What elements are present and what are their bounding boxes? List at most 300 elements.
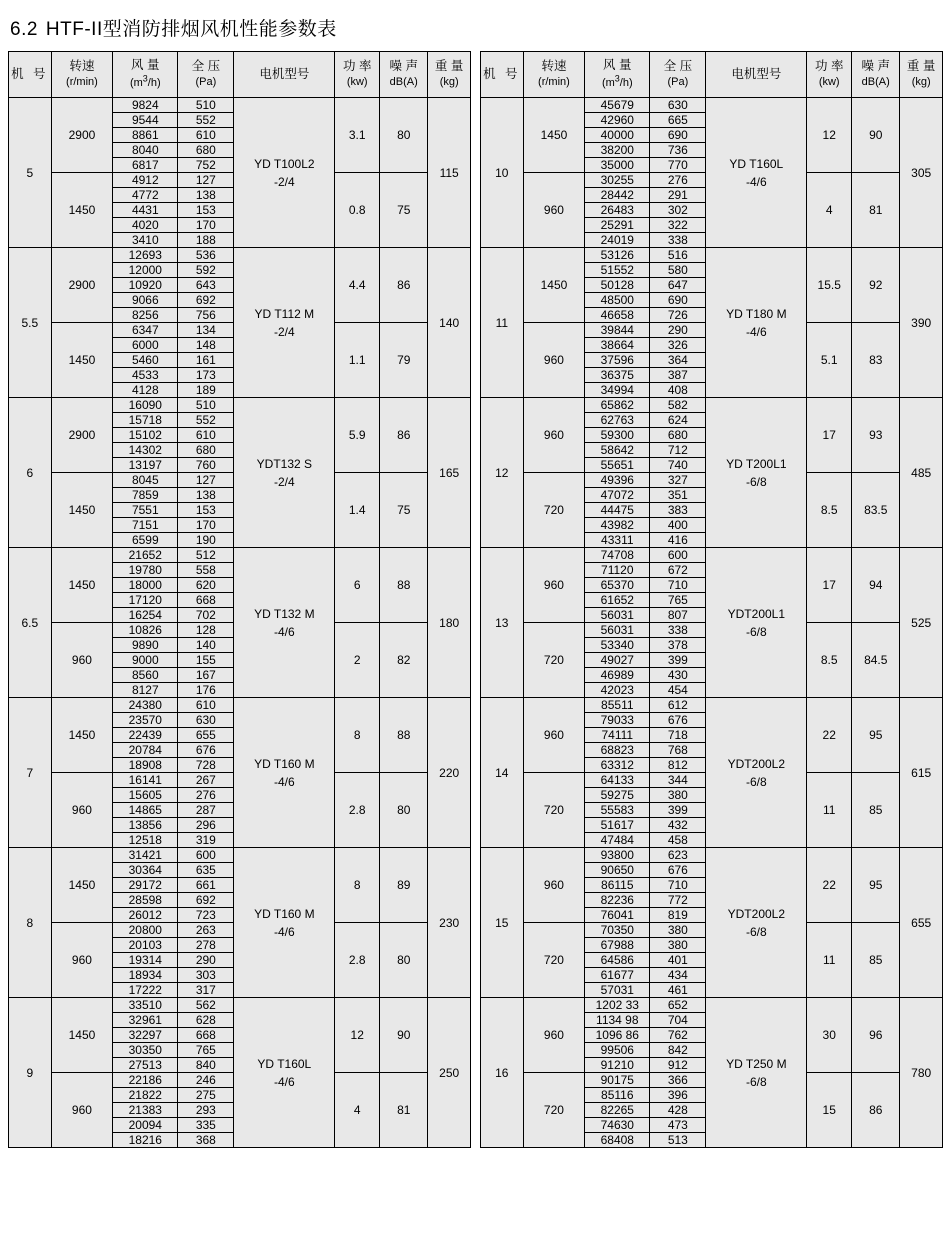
cell-pressure: 380 [650, 788, 706, 803]
cell-pressure: 399 [650, 653, 706, 668]
cell-pressure: 680 [650, 428, 706, 443]
cell-noise: 86 [380, 248, 428, 323]
cell-pressure: 610 [178, 428, 234, 443]
cell-flow: 65370 [585, 578, 650, 593]
cell-speed: 960 [51, 773, 113, 848]
cell-speed: 960 [51, 623, 113, 698]
cell-flow: 20784 [113, 743, 178, 758]
cell-flow: 68823 [585, 743, 650, 758]
cell-pressure: 536 [178, 248, 234, 263]
cell-noise: 89 [380, 848, 428, 923]
cell-flow: 6347 [113, 323, 178, 338]
cell-pressure: 155 [178, 653, 234, 668]
cell-noise: 93 [852, 398, 900, 473]
cell-flow: 7151 [113, 518, 178, 533]
cell-flow: 16141 [113, 773, 178, 788]
cell-flow: 9000 [113, 653, 178, 668]
cell-noise: 88 [380, 698, 428, 773]
cell-flow: 26483 [585, 203, 650, 218]
cell-pressure: 170 [178, 218, 234, 233]
cell-noise: 81 [852, 173, 900, 248]
cell-flow: 74630 [585, 1118, 650, 1133]
cell-flow: 51617 [585, 818, 650, 833]
cell-pressure: 676 [650, 863, 706, 878]
cell-pressure: 326 [650, 338, 706, 353]
cell-pressure: 161 [178, 353, 234, 368]
cell-flow: 47072 [585, 488, 650, 503]
cell-pressure: 368 [178, 1133, 234, 1148]
cell-power: 2 [335, 623, 380, 698]
cell-pressure: 434 [650, 968, 706, 983]
cell-weight: 780 [900, 998, 943, 1148]
cell-pressure: 728 [178, 758, 234, 773]
header-noise-right: 噪 声 dB(A) [852, 52, 900, 98]
cell-pressure: 140 [178, 638, 234, 653]
cell-flow: 59300 [585, 428, 650, 443]
cell-pressure: 692 [178, 893, 234, 908]
cell-pressure: 842 [650, 1043, 706, 1058]
cell-power: 15.5 [807, 248, 852, 323]
cell-weight: 250 [428, 998, 471, 1148]
cell-pressure: 643 [178, 278, 234, 293]
cell-motor-model: YDT200L2 -6/8 [706, 698, 807, 848]
cell-power: 15 [807, 1073, 852, 1148]
cell-pressure: 401 [650, 953, 706, 968]
cell-pressure: 128 [178, 623, 234, 638]
cell-pressure: 558 [178, 563, 234, 578]
cell-flow: 43311 [585, 533, 650, 548]
cell-power: 8 [335, 848, 380, 923]
cell-pressure: 138 [178, 488, 234, 503]
cell-power: 4 [335, 1073, 380, 1148]
cell-flow: 1202 33 [585, 998, 650, 1013]
cell-pressure: 692 [178, 293, 234, 308]
cell-flow: 91210 [585, 1058, 650, 1073]
cell-pressure: 176 [178, 683, 234, 698]
cell-flow: 21652 [113, 548, 178, 563]
cell-flow: 15718 [113, 413, 178, 428]
cell-pressure: 690 [650, 128, 706, 143]
table-row [9, 848, 471, 863]
cell-pressure: 807 [650, 608, 706, 623]
cell-pressure: 624 [650, 413, 706, 428]
cell-motor-model: YD T100L2 -2/4 [234, 98, 335, 248]
cell-flow: 8127 [113, 683, 178, 698]
table-row [481, 548, 943, 563]
cell-pressure: 702 [178, 608, 234, 623]
cell-noise: 94 [852, 548, 900, 623]
cell-motor-model: YDT132 S -2/4 [234, 398, 335, 548]
cell-flow: 28598 [113, 893, 178, 908]
cell-pressure: 267 [178, 773, 234, 788]
cell-speed: 1450 [51, 548, 113, 623]
cell-flow: 12000 [113, 263, 178, 278]
cell-flow: 53340 [585, 638, 650, 653]
cell-flow: 67988 [585, 938, 650, 953]
cell-model-no: 12 [481, 398, 524, 548]
cell-pressure: 620 [178, 578, 234, 593]
cell-noise: 81 [380, 1073, 428, 1148]
cell-flow: 44475 [585, 503, 650, 518]
cell-pressure: 765 [178, 1043, 234, 1058]
cell-pressure: 366 [650, 1073, 706, 1088]
cell-noise: 86 [380, 398, 428, 473]
cell-weight: 305 [900, 98, 943, 248]
cell-noise: 85 [852, 923, 900, 998]
cell-pressure: 772 [650, 893, 706, 908]
cell-power: 22 [807, 698, 852, 773]
cell-pressure: 512 [178, 548, 234, 563]
cell-pressure: 765 [650, 593, 706, 608]
cell-flow: 45679 [585, 98, 650, 113]
cell-flow: 4020 [113, 218, 178, 233]
cell-pressure: 275 [178, 1088, 234, 1103]
cell-noise: 96 [852, 998, 900, 1073]
cell-speed: 960 [523, 698, 585, 773]
cell-motor-model: YD T180 M -4/6 [706, 248, 807, 398]
cell-model-no: 6.5 [9, 548, 52, 698]
cell-speed: 2900 [51, 98, 113, 173]
cell-pressure: 189 [178, 383, 234, 398]
cell-flow: 22186 [113, 1073, 178, 1088]
cell-pressure: 335 [178, 1118, 234, 1133]
cell-noise: 92 [852, 248, 900, 323]
cell-weight: 165 [428, 398, 471, 548]
cell-flow: 63312 [585, 758, 650, 773]
cell-speed: 1450 [523, 248, 585, 323]
cell-pressure: 290 [650, 323, 706, 338]
cell-pressure: 432 [650, 818, 706, 833]
cell-pressure: 760 [178, 458, 234, 473]
cell-flow: 17120 [113, 593, 178, 608]
cell-flow: 22439 [113, 728, 178, 743]
cell-speed: 2900 [51, 248, 113, 323]
cell-pressure: 676 [178, 743, 234, 758]
cell-motor-model: YDT200L1 -6/8 [706, 548, 807, 698]
cell-pressure: 296 [178, 818, 234, 833]
table-row [9, 698, 471, 713]
cell-flow: 21383 [113, 1103, 178, 1118]
cell-pressure: 400 [650, 518, 706, 533]
cell-flow: 86115 [585, 878, 650, 893]
cell-flow: 48500 [585, 293, 650, 308]
header-motor-right: 电机型号 [706, 52, 807, 98]
cell-noise: 90 [380, 998, 428, 1073]
cell-noise: 95 [852, 848, 900, 923]
cell-flow: 79033 [585, 713, 650, 728]
cell-flow: 18216 [113, 1133, 178, 1148]
cell-pressure: 263 [178, 923, 234, 938]
table-row [9, 248, 471, 263]
cell-speed: 720 [523, 1073, 585, 1148]
cell-flow: 32297 [113, 1028, 178, 1043]
cell-pressure: 338 [650, 623, 706, 638]
cell-noise: 90 [852, 98, 900, 173]
cell-power: 4 [807, 173, 852, 248]
cell-power: 17 [807, 548, 852, 623]
cell-pressure: 668 [178, 1028, 234, 1043]
cell-pressure: 380 [650, 938, 706, 953]
cell-noise: 80 [380, 98, 428, 173]
cell-pressure: 690 [650, 293, 706, 308]
cell-power: 22 [807, 848, 852, 923]
cell-weight: 220 [428, 698, 471, 848]
cell-pressure: 416 [650, 533, 706, 548]
cell-pressure: 322 [650, 218, 706, 233]
cell-pressure: 723 [178, 908, 234, 923]
cell-noise: 79 [380, 323, 428, 398]
cell-flow: 18000 [113, 578, 178, 593]
table-row [9, 98, 471, 113]
cell-pressure: 396 [650, 1088, 706, 1103]
cell-pressure: 430 [650, 668, 706, 683]
cell-pressure: 676 [650, 713, 706, 728]
cell-flow: 8560 [113, 668, 178, 683]
cell-flow: 39844 [585, 323, 650, 338]
cell-flow: 18934 [113, 968, 178, 983]
cell-pressure: 710 [650, 878, 706, 893]
cell-speed: 1450 [523, 98, 585, 173]
cell-power: 1.1 [335, 323, 380, 398]
cell-flow: 85511 [585, 698, 650, 713]
cell-power: 2.8 [335, 923, 380, 998]
cell-flow: 14865 [113, 803, 178, 818]
cell-pressure: 752 [178, 158, 234, 173]
cell-pressure: 458 [650, 833, 706, 848]
tables-container [0, 51, 952, 1148]
cell-flow: 30255 [585, 173, 650, 188]
cell-model-no: 10 [481, 98, 524, 248]
cell-pressure: 153 [178, 503, 234, 518]
cell-noise: 85 [852, 773, 900, 848]
cell-power: 8.5 [807, 623, 852, 698]
cell-pressure: 582 [650, 398, 706, 413]
cell-flow: 13856 [113, 818, 178, 833]
cell-flow: 23570 [113, 713, 178, 728]
cell-noise: 80 [380, 773, 428, 848]
cell-flow: 56031 [585, 623, 650, 638]
table-row [9, 998, 471, 1013]
cell-flow: 49396 [585, 473, 650, 488]
cell-flow: 55583 [585, 803, 650, 818]
cell-pressure: 704 [650, 1013, 706, 1028]
cell-flow: 38664 [585, 338, 650, 353]
header-pressure-left: 全 压 (Pa) [178, 52, 234, 98]
cell-flow: 36375 [585, 368, 650, 383]
cell-pressure: 552 [178, 413, 234, 428]
cell-flow: 93800 [585, 848, 650, 863]
cell-power: 3.1 [335, 98, 380, 173]
cell-flow: 12693 [113, 248, 178, 263]
cell-pressure: 552 [178, 113, 234, 128]
cell-flow: 50128 [585, 278, 650, 293]
cell-speed: 960 [523, 173, 585, 248]
cell-flow: 8861 [113, 128, 178, 143]
cell-flow: 85116 [585, 1088, 650, 1103]
cell-power: 12 [335, 998, 380, 1073]
cell-speed: 960 [523, 848, 585, 923]
cell-pressure: 351 [650, 488, 706, 503]
table-header-right [481, 52, 943, 98]
cell-flow: 26012 [113, 908, 178, 923]
cell-pressure: 680 [178, 443, 234, 458]
cell-power: 11 [807, 923, 852, 998]
cell-pressure: 276 [178, 788, 234, 803]
cell-pressure: 600 [650, 548, 706, 563]
cell-noise: 75 [380, 473, 428, 548]
cell-pressure: 188 [178, 233, 234, 248]
cell-flow: 20094 [113, 1118, 178, 1133]
cell-motor-model: YD T250 M -6/8 [706, 998, 807, 1148]
page-title [0, 0, 952, 51]
cell-speed: 960 [523, 998, 585, 1073]
cell-speed: 720 [523, 473, 585, 548]
cell-flow: 18908 [113, 758, 178, 773]
cell-flow: 34994 [585, 383, 650, 398]
cell-model-no: 5.5 [9, 248, 52, 398]
table-row [481, 248, 943, 263]
cell-flow: 30350 [113, 1043, 178, 1058]
table-header-left [9, 52, 471, 98]
cell-pressure: 610 [178, 128, 234, 143]
cell-model-no: 16 [481, 998, 524, 1148]
cell-speed: 960 [523, 323, 585, 398]
cell-flow: 17222 [113, 983, 178, 998]
cell-weight: 655 [900, 848, 943, 998]
cell-pressure: 840 [178, 1058, 234, 1073]
cell-pressure: 768 [650, 743, 706, 758]
cell-noise: 75 [380, 173, 428, 248]
cell-pressure: 612 [650, 698, 706, 713]
cell-pressure: 668 [178, 593, 234, 608]
cell-pressure: 127 [178, 473, 234, 488]
cell-weight: 525 [900, 548, 943, 698]
cell-flow: 14302 [113, 443, 178, 458]
cell-flow: 28442 [585, 188, 650, 203]
header-flow-left: 风 量 $(m^3/h)$ [113, 52, 178, 98]
cell-pressure: 710 [650, 578, 706, 593]
table-row [481, 398, 943, 413]
cell-pressure: 190 [178, 533, 234, 548]
cell-pressure: 170 [178, 518, 234, 533]
cell-flow: 10920 [113, 278, 178, 293]
header-pressure-right: 全 压 (Pa) [650, 52, 706, 98]
cell-flow: 53126 [585, 248, 650, 263]
cell-flow: 57031 [585, 983, 650, 998]
cell-noise: 83 [852, 323, 900, 398]
cell-power: 2.8 [335, 773, 380, 848]
cell-power: 30 [807, 998, 852, 1073]
cell-flow: 51552 [585, 263, 650, 278]
table-row [9, 398, 471, 413]
cell-motor-model: YD T160L -4/6 [706, 98, 807, 248]
cell-pressure: 672 [650, 563, 706, 578]
cell-pressure: 635 [178, 863, 234, 878]
cell-flow: 15102 [113, 428, 178, 443]
cell-flow: 19780 [113, 563, 178, 578]
cell-pressure: 408 [650, 383, 706, 398]
cell-power: 11 [807, 773, 852, 848]
cell-flow: 33510 [113, 998, 178, 1013]
cell-speed: 720 [523, 773, 585, 848]
cell-motor-model: YD T200L1 -6/8 [706, 398, 807, 548]
cell-model-no: 15 [481, 848, 524, 998]
cell-flow: 3410 [113, 233, 178, 248]
cell-flow: 82236 [585, 893, 650, 908]
cell-flow: 30364 [113, 863, 178, 878]
cell-flow: 64133 [585, 773, 650, 788]
cell-motor-model: YD T160 M -4/6 [234, 848, 335, 998]
cell-pressure: 276 [650, 173, 706, 188]
cell-flow: 46658 [585, 308, 650, 323]
cell-pressure: 473 [650, 1118, 706, 1133]
cell-flow: 46989 [585, 668, 650, 683]
cell-flow: 40000 [585, 128, 650, 143]
cell-speed: 2900 [51, 398, 113, 473]
cell-pressure: 712 [650, 443, 706, 458]
cell-flow: 8256 [113, 308, 178, 323]
cell-speed: 960 [523, 398, 585, 473]
cell-pressure: 380 [650, 923, 706, 938]
header-model-no-right: 机 号 [481, 52, 524, 98]
cell-flow: 4912 [113, 173, 178, 188]
cell-flow: 4772 [113, 188, 178, 203]
cell-pressure: 302 [650, 203, 706, 218]
cell-motor-model: YDT200L2 -6/8 [706, 848, 807, 998]
cell-flow: 1134 98 [585, 1013, 650, 1028]
cell-motor-model: YD T160L -4/6 [234, 998, 335, 1148]
cell-pressure: 287 [178, 803, 234, 818]
cell-flow: 47484 [585, 833, 650, 848]
cell-flow: 6817 [113, 158, 178, 173]
cell-pressure: 138 [178, 188, 234, 203]
cell-flow: 49027 [585, 653, 650, 668]
header-motor-left: 电机型号 [234, 52, 335, 98]
cell-flow: 4431 [113, 203, 178, 218]
cell-flow: 58642 [585, 443, 650, 458]
cell-flow: 43982 [585, 518, 650, 533]
cell-model-no: 8 [9, 848, 52, 998]
cell-model-no: 11 [481, 248, 524, 398]
cell-flow: 21822 [113, 1088, 178, 1103]
cell-weight: 615 [900, 698, 943, 848]
cell-flow: 70350 [585, 923, 650, 938]
cell-noise: 83.5 [852, 473, 900, 548]
cell-noise: 80 [380, 923, 428, 998]
cell-pressure: 513 [650, 1133, 706, 1148]
header-flow-right: 风 量 $(m^3/h)$ [585, 52, 650, 98]
table-body-left [9, 98, 471, 1148]
cell-pressure: 623 [650, 848, 706, 863]
cell-pressure: 580 [650, 263, 706, 278]
cell-pressure: 278 [178, 938, 234, 953]
cell-flow: 12518 [113, 833, 178, 848]
cell-pressure: 153 [178, 203, 234, 218]
cell-flow: 61677 [585, 968, 650, 983]
header-power-left: 功 率 (kw) [335, 52, 380, 98]
cell-pressure: 740 [650, 458, 706, 473]
cell-pressure: 812 [650, 758, 706, 773]
performance-table-right [480, 51, 943, 1148]
cell-pressure: 770 [650, 158, 706, 173]
cell-power: 1.4 [335, 473, 380, 548]
cell-model-no: 7 [9, 698, 52, 848]
cell-flow: 9890 [113, 638, 178, 653]
cell-flow: 5460 [113, 353, 178, 368]
cell-flow: 82265 [585, 1103, 650, 1118]
cell-flow: 31421 [113, 848, 178, 863]
cell-pressure: 510 [178, 398, 234, 413]
